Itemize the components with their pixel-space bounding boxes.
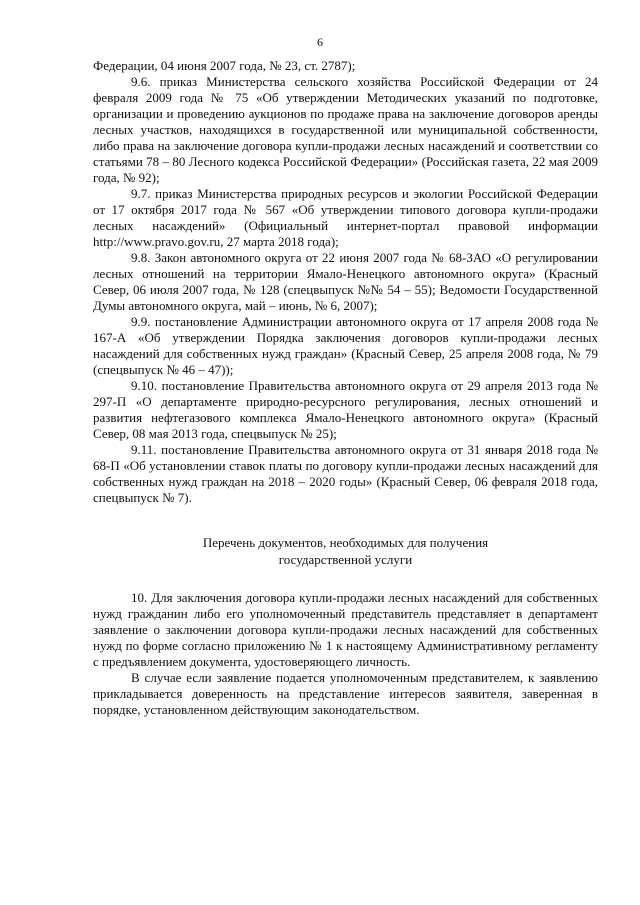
paragraph-10: 10. Для заключения договора купли-продажи лесных насаждений для собственных нужд гражданин либо его уполномоченный представитель представляет в департамент заявление о заключении договора купли-продажи лесных насаждений для собственных нужд по форме согласно приложению № 1 к настоящему Административному регламенту с предъявлением документа, удостоверяющего личность. (93, 590, 598, 669)
paragraph-9-11: 9.11. постановление Правительства автономного округа от 31 января 2018 года № 68-П «Об установлении ставок платы по договору купли-продажи лесных насаждений для собственных нужд граждан на 2018 – 2020 годы» (Красный Север, 06 февраля 2018 года, спецвыпуск № 7). (93, 442, 598, 505)
document-body (93, 58, 598, 718)
paragraph-representative: В случае если заявление подается уполномоченным представителем, к заявлению прикладывается доверенность на представление интересов заявителя, заверенная в порядке, установленном действующим законодательством. (93, 670, 598, 717)
section-heading-line-1: Перечень документов, необходимых для получения (202, 535, 489, 550)
paragraph-9-6: 9.6. приказ Министерства сельского хозяйства Российской Федерации от 24 февраля 2009 года № 75 «Об утверждении Методических указаний по подготовке, организации и проведению аукционов по продаже права на заключение договоров аренды лесных участков, находящихся в государственной или муниципальной собственности, либо права на заключение договора купли-продажи лесных насаждений и соответствии со статьями 78 – 80 Лесного кодекса Российской Федерации» (Российская газета, 22 мая 2009 года, № 92); (93, 74, 598, 185)
paragraph-9-7: 9.7. приказ Министерства природных ресурсов и экологии Российской Федерации от 17 октября 2017 года № 567 «Об утверждении типового договора купли-продажи лесных насаждений» (Официальный интернет-портал правовой информации http://www.pravo.gov.ru, 27 марта 2018 года); (93, 186, 598, 249)
section-heading-line-2: государственной услуги (278, 552, 413, 567)
paragraph-9-9: 9.9. постановление Администрации автономного округа от 17 апреля 2008 года № 167-А «Об утверждении Порядка заключения договоров купли-продажи лесных насаждений для собственных нужд граждан» (Красный Север, 25 апреля 2008 года, № 79 (спецвыпуск № 46 – 47)); (93, 314, 598, 377)
paragraph-9-10: 9.10. постановление Правительства автономного округа от 29 апреля 2013 года № 297-П «О департаменте природно-ресурсного регулирования, лесных отношений и развития нефтегазового комплекса Ямало-Ненецкого автономного округа» (Красный Север, 08 мая 2013 года, спецвыпуск № 25); (93, 378, 598, 441)
paragraph-continuation: Федерации, 04 июня 2007 года, № 23, ст. 2787); (93, 58, 356, 73)
page-number: 6 (317, 35, 323, 49)
paragraph-9-8: 9.8. Закон автономного округа от 22 июня 2007 года № 68-ЗАО «О регулировании лесных отношений на территории Ямало-Ненецкого автономного округа» (Красный Север, 06 июля 2007 года, № 128 (спецвыпуск №№ 54 – 55); Ведомости Государственной Думы автономного округа, май – июнь, № 6, 2007); (93, 250, 598, 313)
section-heading (93, 534, 598, 568)
